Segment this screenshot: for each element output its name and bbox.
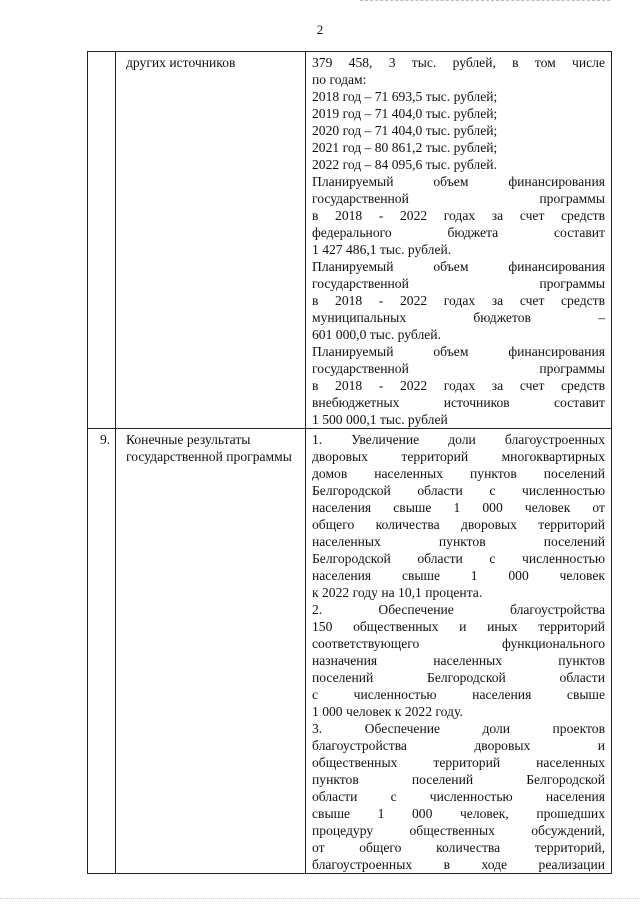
federal-funding-line: государственной программы bbox=[312, 191, 605, 206]
row-name-cell bbox=[116, 52, 306, 429]
result-item-1-line: населения свыше 1 000 человек от bbox=[312, 500, 605, 515]
year-line: 2018 год – 71 693,5 тыс. рублей; bbox=[312, 89, 498, 104]
result-item-3-line: свыше 1 000 человек, прошедших bbox=[312, 806, 605, 821]
result-item-2-line: с численностью населения свыше bbox=[312, 687, 605, 702]
row-number-cell bbox=[88, 52, 116, 429]
result-item-3-line: пунктов поселений Белгородской bbox=[312, 772, 605, 787]
year-line: 2019 год – 71 404,0 тыс. рублей; bbox=[312, 106, 498, 121]
municipal-funding-line: государственной программы bbox=[312, 276, 605, 291]
result-item-1-line: к 2022 году на 10,1 процента. bbox=[312, 585, 483, 600]
result-item-1-line: общего количества дворовых территорий bbox=[312, 517, 605, 532]
table-row-final-results bbox=[88, 429, 612, 874]
row-name-cell bbox=[116, 429, 306, 874]
row-name-text: других источников bbox=[126, 55, 236, 70]
result-item-1-line: населенных пунктов поселений bbox=[312, 534, 605, 549]
extrabudgetary-funding-line: 1 500 000,1 тыс. рублей bbox=[312, 412, 448, 427]
result-item-3-line: от общего количества территорий, bbox=[312, 840, 605, 855]
total-amount-line: 379 458, 3 тыс. рублей, в том числе bbox=[312, 55, 605, 70]
result-item-3-line: общественных территорий населенных bbox=[312, 755, 605, 770]
scan-top-edge bbox=[360, 0, 610, 2]
municipal-funding-line: Планируемый объем финансирования bbox=[312, 259, 605, 274]
result-item-3-line: благоустройства дворовых и bbox=[312, 738, 605, 753]
year-line: 2021 год – 80 861,2 тыс. рублей; bbox=[312, 140, 498, 155]
row-value-cell bbox=[306, 429, 612, 874]
row-name-text: государственной программы bbox=[126, 449, 292, 464]
result-item-2-line: 2. Обеспечение благоустройства bbox=[312, 602, 605, 617]
federal-funding-line: федерального бюджета составит bbox=[312, 225, 605, 240]
program-passport-table bbox=[87, 51, 612, 874]
year-line: 2022 год – 84 095,6 тыс. рублей. bbox=[312, 157, 497, 172]
extrabudgetary-funding-line: в 2018 - 2022 годах за счет средств bbox=[312, 378, 605, 393]
result-item-2-line: соответствующего функционального bbox=[312, 636, 605, 651]
result-item-3-line: области с численностью населения bbox=[312, 789, 605, 804]
result-item-2-line: назначения населенных пунктов bbox=[312, 653, 605, 668]
by-years-label: по годам: bbox=[312, 72, 367, 87]
result-item-2-line: поселений Белгородской области bbox=[312, 670, 605, 685]
federal-funding-line: Планируемый объем финансирования bbox=[312, 174, 605, 189]
result-item-3-line: процедуру общественных обсуждений, bbox=[312, 823, 605, 838]
extrabudgetary-funding-line: внебюджетных источников составит bbox=[312, 395, 605, 410]
page-number: 2 bbox=[316, 22, 324, 37]
result-item-1-line: Белгородской области с численностью bbox=[312, 483, 605, 498]
result-item-1-line: населения свыше 1 000 человек bbox=[312, 568, 605, 583]
table-row-funding-sources bbox=[88, 52, 612, 429]
result-item-1-line: дворовых территорий многоквартирных bbox=[312, 449, 605, 464]
municipal-funding-line: 601 000,0 тыс. рублей. bbox=[312, 327, 441, 342]
row-number-cell: 9. bbox=[88, 429, 116, 874]
municipal-funding-line: муниципальных бюджетов – bbox=[312, 310, 605, 325]
extrabudgetary-funding-line: Планируемый объем финансирования bbox=[312, 344, 605, 359]
result-item-2-line: 1 000 человек к 2022 году. bbox=[312, 704, 463, 719]
result-item-3-line: благоустроенных в ходе реализации bbox=[312, 857, 605, 872]
result-item-2-line: 150 общественных и иных территорий bbox=[312, 619, 605, 634]
year-line: 2020 год – 71 404,0 тыс. рублей; bbox=[312, 123, 498, 138]
scan-bottom-edge bbox=[0, 898, 640, 900]
result-item-1-line: 1. Увеличение доли благоустроенных bbox=[312, 432, 605, 447]
row-name-text: Конечные результаты bbox=[126, 432, 251, 447]
federal-funding-line: 1 427 486,1 тыс. рублей. bbox=[312, 242, 452, 257]
result-item-3-line: 3. Обеспечение доли проектов bbox=[312, 721, 605, 736]
federal-funding-line: в 2018 - 2022 годах за счет средств bbox=[312, 208, 605, 223]
result-item-1-line: Белгородской области с численностью bbox=[312, 551, 605, 566]
municipal-funding-line: в 2018 - 2022 годах за счет средств bbox=[312, 293, 605, 308]
result-item-1-line: домов населенных пунктов поселений bbox=[312, 466, 605, 481]
extrabudgetary-funding-line: государственной программы bbox=[312, 361, 605, 376]
row-value-cell bbox=[306, 52, 612, 429]
